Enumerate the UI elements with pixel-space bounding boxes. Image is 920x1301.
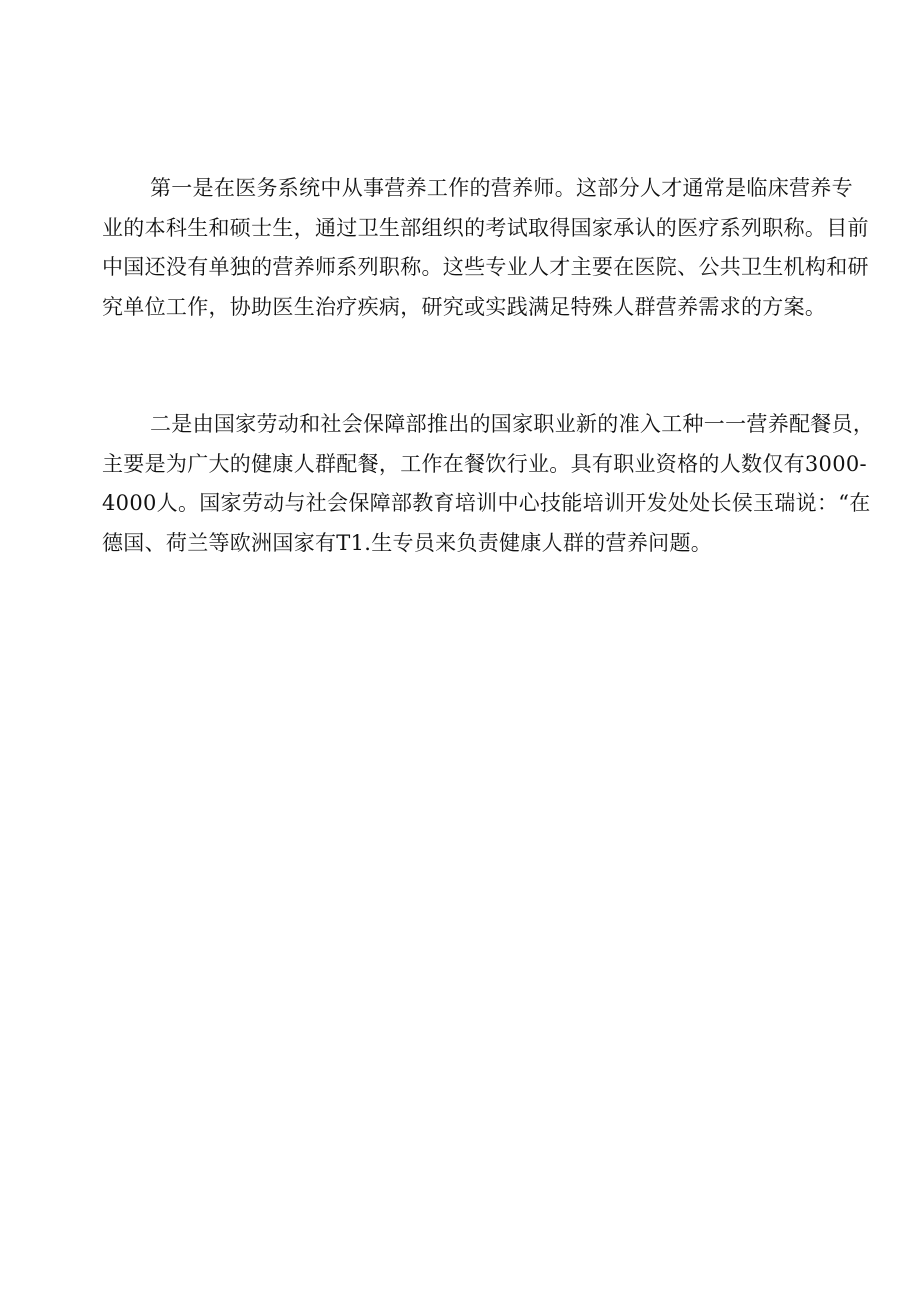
paragraph-line: 第一是在医务系统中从事营养工作的营养师。这部分人才通常是临床营养专 <box>150 176 853 200</box>
paragraph-line: 中国还没有单独的营养师系列职称。这些专业人才主要在医院、公共卫生机构和研 <box>102 255 869 279</box>
paragraph-2 <box>102 405 875 563</box>
paragraph-line: 二是由国家劳动和社会保障部推出的国家职业新的准入工种一一营养配餐员， <box>150 412 875 436</box>
paragraph-line: 究单位工作，协助医生治疗疾病，研究或实践满足特殊人群营养需求的方案。 <box>102 294 827 319</box>
paragraph-line: 4000人。国家劳动与社会保障部教育培训中心技能培训开发处处长侯玉瑞说：“在 <box>102 491 871 515</box>
paragraph-line: 主要是为广大的健康人群配餐，工作在餐饮行业。具有职业资格的人数仅有3000- <box>102 451 867 476</box>
paragraph-line: 业的本科生和硕士生，通过卫生部组织的考试取得国家承认的医疗系列职称。目前 <box>102 215 869 240</box>
paragraph-line: 德国、荷兰等欧洲国家有T1.生专员来负责健康人群的营养问题。 <box>102 530 713 555</box>
paragraph-1 <box>102 169 869 327</box>
